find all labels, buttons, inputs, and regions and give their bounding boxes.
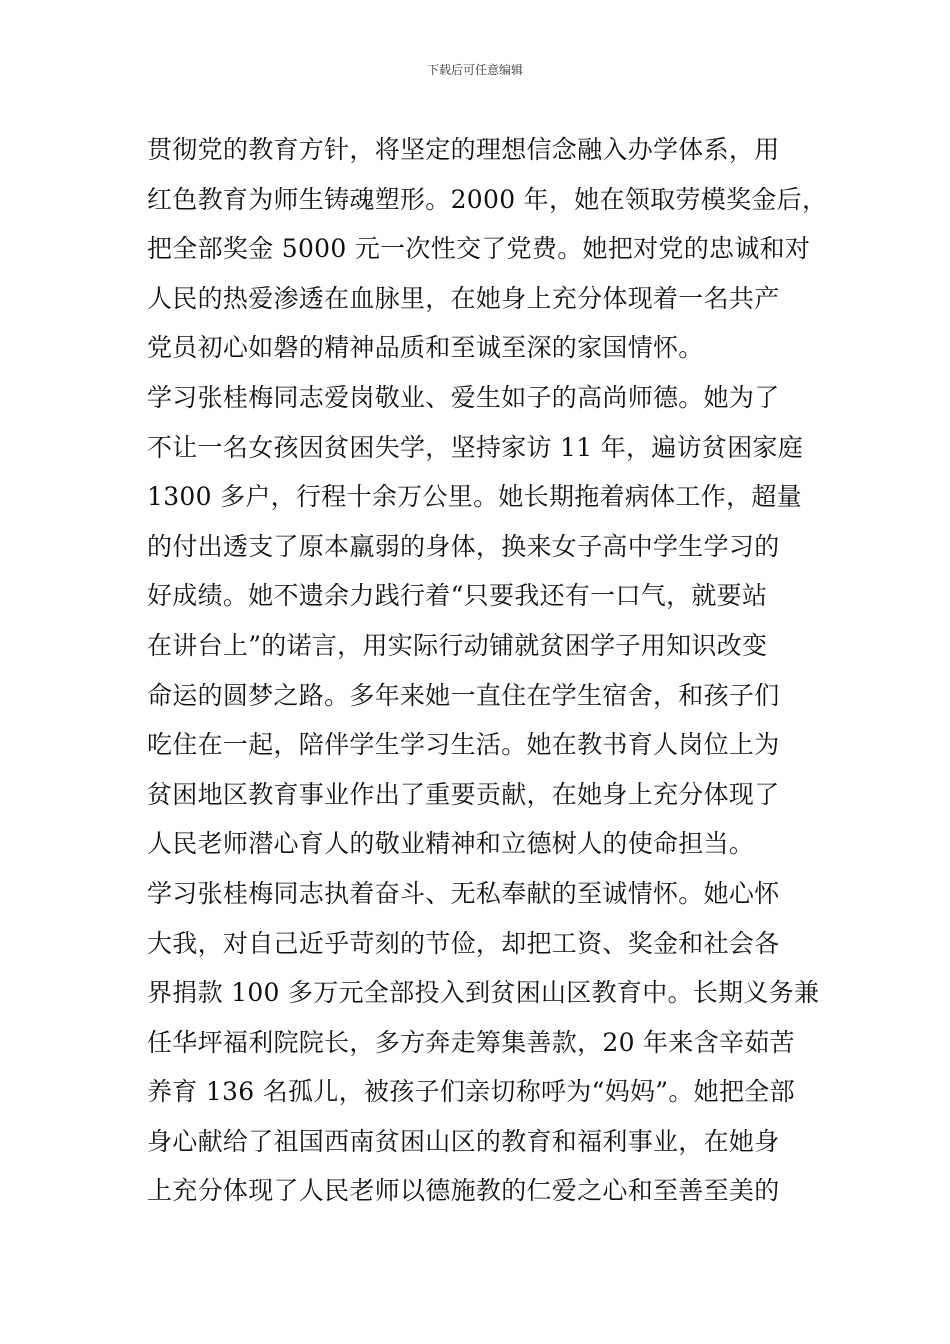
text-line: 吃住在一起，陪伴学生学习生活。她在教书育人岗位上为 (147, 730, 780, 760)
text-line: 好成绩。她不遗余力践行着“只要我还有一口气，就要站 (147, 581, 768, 611)
text-line: 任华坪福利院院长，多方奔走筹集善款，20 年来含辛茹苦 (147, 1027, 795, 1057)
text-line: 上充分体现了人民老师以德施教的仁爱之心和至善至美的 (147, 1176, 780, 1206)
text-line: 学习张桂梅同志爱岗敬业、爱生如子的高尚师德。她为了 (147, 382, 780, 412)
text-line: 大我，对自己近乎苛刻的节俭，却把工资、奖金和社会各 (147, 928, 780, 958)
text-line: 不让一名女孩因贫困失学，坚持家访 11 年，遍访贫困家庭 (147, 432, 804, 462)
text-line: 贯彻党的教育方针，将坚定的理想信念融入办学体系，用 (147, 135, 780, 164)
text-line: 的付出透支了原本羸弱的身体，换来女子高中学生学习的 (147, 531, 780, 561)
text-line: 学习张桂梅同志执着奋斗、无私奉献的至诚情怀。她心怀 (147, 878, 780, 908)
text-line: 命运的圆梦之路。多年来她一直住在学生宿舍，和孩子们 (147, 680, 780, 710)
text-line: 人民老师潜心育人的敬业精神和立德树人的使命担当。 (147, 829, 755, 859)
text-line: 贫困地区教育事业作出了重要贡献，在她身上充分体现了 (147, 779, 780, 809)
text-line: 红色教育为师生铸魂塑形。2000 年，她在领取劳模奖金后， (147, 184, 828, 214)
text-line: 1300 多户，行程十余万公里。她长期拖着病体工作，超量 (147, 482, 802, 512)
text-line: 身心献给了祖国西南贫困山区的教育和福利事业，在她身 (147, 1126, 780, 1156)
document-body (147, 125, 828, 1216)
page-header: 下载后可任意编辑 (426, 63, 523, 77)
text-line: 界捐款 100 多万元全部投入到贫困山区教育中。长期义务兼 (147, 978, 820, 1008)
text-line: 养育 136 名孤儿，被孩子们亲切称呼为“妈妈”。她把全部 (147, 1077, 795, 1107)
text-line: 党员初心如磐的精神品质和至诚至深的家国情怀。 (147, 333, 704, 363)
text-line: 在讲台上”的诺言，用实际行动铺就贫困学子用知识改变 (147, 630, 768, 660)
text-line: 人民的热爱渗透在血脉里，在她身上充分体现着一名共产 (147, 283, 780, 313)
text-line: 把全部奖金 5000 元一次性交了党费。她把对党的忠诚和对 (147, 234, 811, 264)
